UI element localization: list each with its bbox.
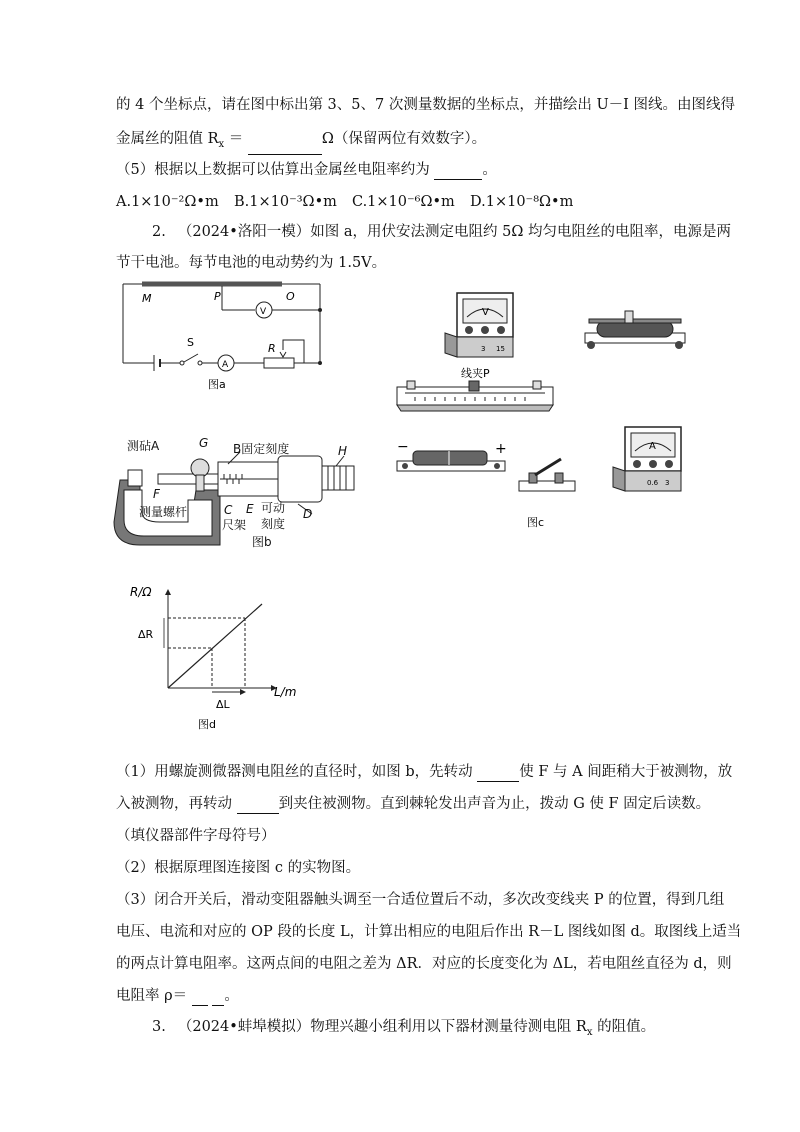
q2-part1-line3: （填仪器部件字母符号）: [116, 828, 276, 844]
fig-c-V: V: [482, 307, 489, 318]
fig-a-M: M: [142, 292, 152, 305]
q2-part3-line1: （3）闭合开关后，滑动变阻器触头调至一合适位置后不动，多次改变线夹 P 的位置，得到几组: [116, 892, 725, 908]
figure-a-circuit: [118, 278, 328, 398]
fig-d-ylabel: R/Ω: [130, 585, 152, 599]
fig-c-A: A: [649, 441, 656, 452]
option-c: C.1×10⁻⁶Ω•m: [352, 194, 455, 210]
q2-p1-text-d: 到夹住被测物。直到棘轮发出声音为止，拨动 G 使 F 固定后读数。: [278, 796, 711, 812]
q2-number: 2.: [152, 224, 166, 240]
voltmeter-device: [445, 293, 513, 357]
q1-equals: ＝: [228, 131, 244, 147]
q2-intro-text-1: （2024•洛阳一模）如图 a，用伏安法测定电阻约 5Ω 均匀电阻丝的电阻率，电源是两: [177, 224, 732, 240]
option-b: B.1×10⁻³Ω•m: [234, 194, 337, 210]
fig-a-V: V: [260, 307, 267, 317]
fig-d-dL: ΔL: [216, 698, 230, 711]
fig-c-minus: −: [397, 439, 409, 455]
rheostat-symbol: [264, 358, 294, 368]
q2-part1-line2: [116, 794, 710, 814]
fig-b-anvil-label: 测砧A: [127, 439, 160, 453]
q1-line-2-end: Ω（保留两位有效数字）。: [321, 131, 487, 147]
fig-c-a-scale-1: 0.6: [647, 479, 659, 487]
q2-p1-text-c: 入被测物，再转动: [116, 796, 232, 812]
q2-part1-line1: [116, 762, 732, 782]
rheostat-device: [585, 311, 685, 349]
q1-rx-label: 金属丝的阻值 R: [116, 131, 219, 147]
q3-number: 3.: [152, 1019, 166, 1035]
battery-device: [397, 439, 507, 471]
q1-line-2: [116, 129, 486, 155]
fig-b-G-label: G: [199, 436, 209, 450]
q2-p3-text-d: 电阻率 ρ＝: [116, 988, 188, 1004]
fig-b-frame-label: 尺架: [222, 518, 247, 532]
fig-c-a-scale-2: 3: [665, 479, 670, 487]
q2-p3-blank-b[interactable]: [212, 989, 224, 1006]
fig-b-B-label: B固定刻度: [233, 442, 290, 456]
fig-a-R: R: [268, 342, 276, 355]
q1-q5-answer-blank[interactable]: [434, 163, 482, 180]
q3-line: [152, 1017, 655, 1043]
q2-part3-line2: 电压、电流和对应的 OP 段的长度 L，计算出相应的电阻后作出 R－L 图线如图 d。取图线上适当: [116, 924, 742, 940]
q1-line-3: [116, 160, 497, 180]
fig-b-movable-label-1: 可动: [261, 501, 286, 515]
q1-q5-text: （5）根据以上数据可以估算出金属丝电阻率约为: [116, 162, 430, 178]
q1-q5-end: 。: [482, 162, 497, 178]
fig-c-clip: 线夹P: [461, 367, 490, 380]
fig-b-C-label: C: [224, 503, 233, 517]
fig-a-S: S: [187, 336, 194, 349]
fig-d-xlabel: L/m: [274, 685, 297, 699]
q2-p3-blank-a[interactable]: [192, 989, 208, 1006]
q3-text: （2024•蚌埠模拟）物理兴趣小组利用以下器材测量待测电阻 R: [177, 1019, 587, 1035]
fig-b-screw-label: 测量螺杆: [139, 505, 188, 519]
q2-p1-text-a: （1）用螺旋测微器测电阻丝的直径时，如图 b，先转动: [116, 764, 473, 780]
fig-c-v-scale-2: 15: [496, 345, 505, 353]
r-l-line: [168, 604, 262, 688]
switch-device: [519, 459, 575, 491]
q2-p1-blank-1[interactable]: [477, 765, 519, 782]
q2-p1-text-b: 使 F 与 A 间距稍大于被测物，放: [519, 764, 733, 780]
fig-a-O: O: [286, 290, 295, 303]
q2-part3-line4: [116, 986, 239, 1006]
q2-p3-end: 。: [224, 988, 239, 1004]
ammeter-device: [613, 427, 681, 491]
fig-a-A: A: [222, 360, 229, 370]
q3-text-end: 的阻值。: [592, 1019, 656, 1035]
fig-d-caption: 图d: [198, 718, 216, 731]
fig-c-plus: +: [495, 441, 507, 457]
fig-d-dR: ΔR: [138, 628, 154, 641]
fig-a-P: P: [214, 290, 221, 303]
option-d: D.1×10⁻⁸Ω•m: [470, 194, 574, 210]
fig-c-caption: 图c: [527, 516, 545, 529]
fig-c-v-scale-1: 3: [481, 345, 486, 353]
figure-c-apparatus: [385, 285, 715, 530]
q2-part3-line3: 的两点计算电阻率。这两点间的电阻之差为 ΔR．对应的长度变化为 ΔL，若电阻丝直径为 d，则: [116, 956, 732, 972]
q2-intro-1: [152, 222, 731, 242]
q1-rx-answer-blank[interactable]: [248, 138, 322, 155]
q1-options: [116, 192, 573, 212]
q3-sub: x: [586, 1026, 593, 1038]
fig-b-H-label: H: [338, 444, 348, 458]
resistance-wire-board: [397, 366, 553, 411]
q1-line-1: 的 4 个坐标点，请在图中标出第 3、5、7 次测量数据的坐标点，并描绘出 U－I 图线。由图线得: [116, 97, 736, 113]
q2-part2: （2）根据原理图连接图 c 的实物图。: [116, 860, 361, 876]
fig-a-caption: 图a: [208, 378, 226, 391]
figure-d-graph: [128, 582, 328, 732]
q2-intro-2: 节干电池。每节电池的电动势约为 1.5V。: [116, 255, 387, 271]
q1-rx-sub: x: [218, 138, 225, 150]
fig-b-D-label: D: [303, 507, 313, 521]
fig-b-F-label: F: [153, 487, 160, 501]
fig-b-caption: 图b: [252, 535, 272, 549]
q2-p1-blank-2[interactable]: [237, 797, 279, 814]
fig-b-movable-label-2: 刻度: [261, 517, 286, 531]
fig-b-E-label: E: [246, 502, 254, 516]
option-a: A.1×10⁻²Ω•m: [116, 194, 219, 210]
